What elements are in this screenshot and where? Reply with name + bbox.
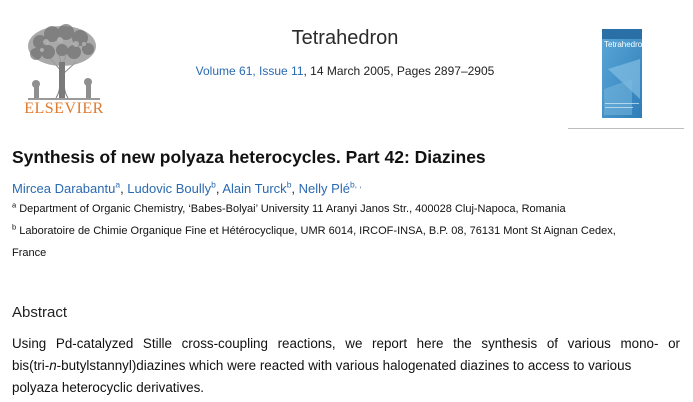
author-affiliation-mark[interactable]: b xyxy=(211,179,216,190)
affiliation-b xyxy=(12,222,616,237)
author-affiliation-mark[interactable]: b xyxy=(286,179,292,190)
elsevier-logo[interactable] xyxy=(16,22,112,122)
journal-citation xyxy=(170,64,520,78)
author-link[interactable]: Mircea Darabantu xyxy=(12,181,116,196)
affiliation-mark: b xyxy=(12,222,17,232)
author-affiliation-mark[interactable]: a xyxy=(115,179,121,190)
author-list xyxy=(12,181,362,196)
abstract-italic-fragment: n xyxy=(49,358,57,373)
elsevier-tree-icon xyxy=(16,22,112,100)
date-pages: , 14 March 2005, Pages 2897–2905 xyxy=(303,64,495,78)
affiliation-text: Laboratoire de Chimie Organique Fine et Hétérocyclique, UMR 6014, IRCOF-INSA, B.P. 08, 76131 Mont St Aignan Cedex, xyxy=(19,225,616,237)
abstract-line: Using Pd-catalyzed Stille cross-coupling reactions, we report here the synthesis of various mono- or xyxy=(12,336,680,351)
author-separator: , xyxy=(215,181,223,196)
author-separator: , xyxy=(120,181,128,196)
affiliation-a xyxy=(12,200,566,215)
journal-title[interactable]: Tetrahedron xyxy=(291,27,399,49)
abstract-line xyxy=(12,355,680,377)
affiliation-b-continued: France xyxy=(12,247,47,259)
affiliation-mark: a xyxy=(12,200,17,210)
author-link[interactable]: Ludovic Boully xyxy=(127,181,212,196)
abstract-text-fragment: bis(tri- xyxy=(12,358,50,373)
abstract-body xyxy=(12,333,680,399)
abstract-heading: Abstract xyxy=(12,304,68,321)
journal-cover-thumbnail[interactable] xyxy=(602,29,647,118)
cover-title: Tetrahedron xyxy=(604,40,647,49)
affiliation-text: Department of Organic Chemistry, ‘Babes-Bolyai’ University 11 Aranyi Janos Str., 400028 Cluj-Napoca, Romania xyxy=(19,203,566,215)
author-separator: , xyxy=(291,181,299,196)
author-affiliation-mark[interactable]: b, , xyxy=(349,179,362,190)
article-title: Synthesis of new polyaza heterocycles. Part 42: Diazines xyxy=(12,147,486,167)
abstract-line: polyaza heterocyclic derivatives. xyxy=(12,380,205,395)
header-divider xyxy=(568,128,684,129)
publisher-logo-text: ELSEVIER xyxy=(24,100,104,117)
abstract-text-fragment: -butylstannyl)diazines which were reacted with various halogenated diazines to access to various xyxy=(56,358,632,373)
author-link[interactable]: Nelly Plé xyxy=(298,181,350,196)
author-link[interactable]: Alain Turck xyxy=(222,181,287,196)
volume-issue-link[interactable]: Volume 61, Issue 11 xyxy=(195,64,304,78)
